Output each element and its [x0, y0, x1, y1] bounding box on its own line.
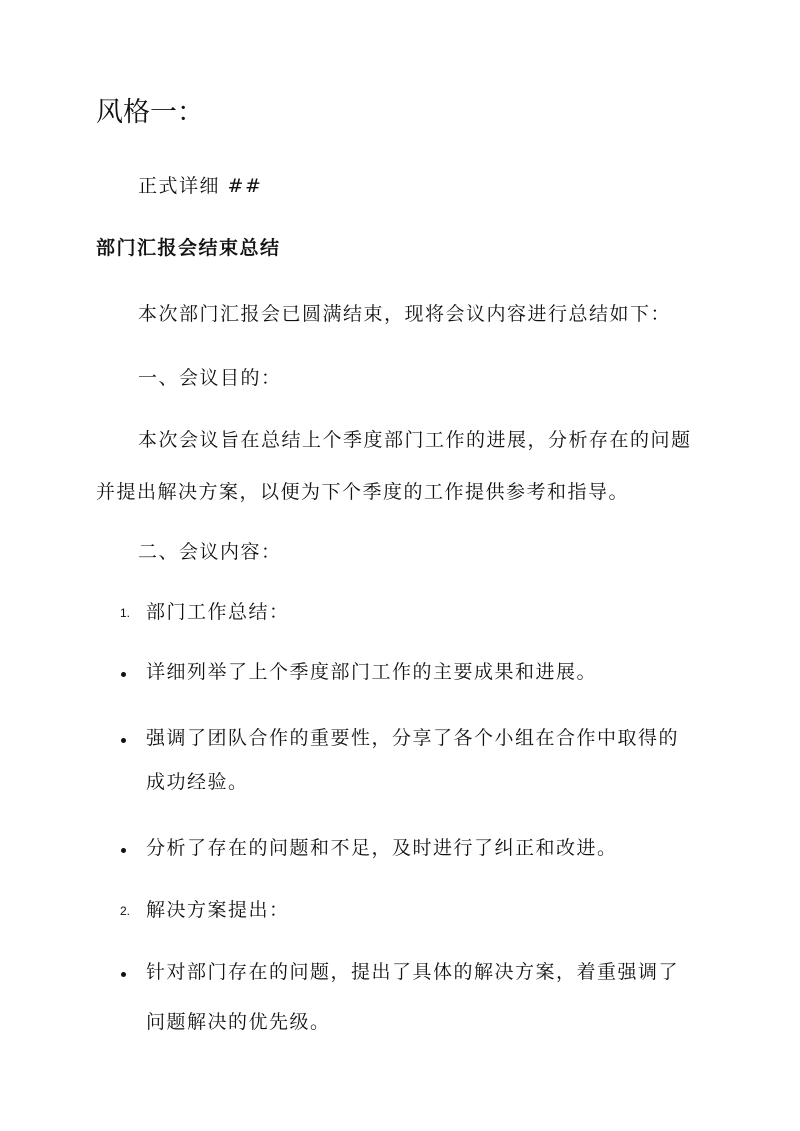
bullet-text: 详细列举了上个季度部门工作的主要成果和进展。 [146, 661, 598, 683]
bullet-dot [121, 738, 126, 743]
style-heading: 风格一： [96, 97, 204, 128]
bullet-text-continuation: 问题解决的优先级。 [146, 1011, 331, 1033]
section-1-heading: 一、会议目的： [138, 367, 282, 389]
bullet-dot [121, 972, 126, 977]
intro-paragraph: 本次部门汇报会已圆满结束，现将会议内容进行总结如下： [138, 303, 672, 325]
bullet-text-continuation: 成功经验。 [146, 771, 249, 793]
section-1-body-line-2: 并提出解决方案，以便为下个季度的工作提供参考和指导。 [96, 481, 630, 503]
bullet-dot [121, 848, 126, 853]
bullet-dot [121, 672, 126, 677]
list-item-1-title: 部门工作总结： [146, 601, 290, 623]
subtitle: 正式详细 ## [138, 175, 263, 197]
bullet-text: 分析了存在的问题和不足，及时进行了纠正和改进。 [146, 837, 618, 859]
doc-title: 部门汇报会结束总结 [96, 237, 281, 259]
list-item-2-title: 解决方案提出： [146, 899, 290, 921]
list-number-2: 2. [120, 904, 131, 918]
bullet-text: 针对部门存在的问题，提出了具体的解决方案，着重强调了 [146, 961, 680, 983]
bullet-text: 强调了团队合作的重要性，分享了各个小组在合作中取得的 [146, 727, 680, 749]
section-2-heading: 二、会议内容： [138, 541, 282, 563]
list-number-1: 1. [120, 606, 131, 620]
section-1-body-line-1: 本次会议旨在总结上个季度部门工作的进展，分析存在的问题 [138, 429, 692, 451]
